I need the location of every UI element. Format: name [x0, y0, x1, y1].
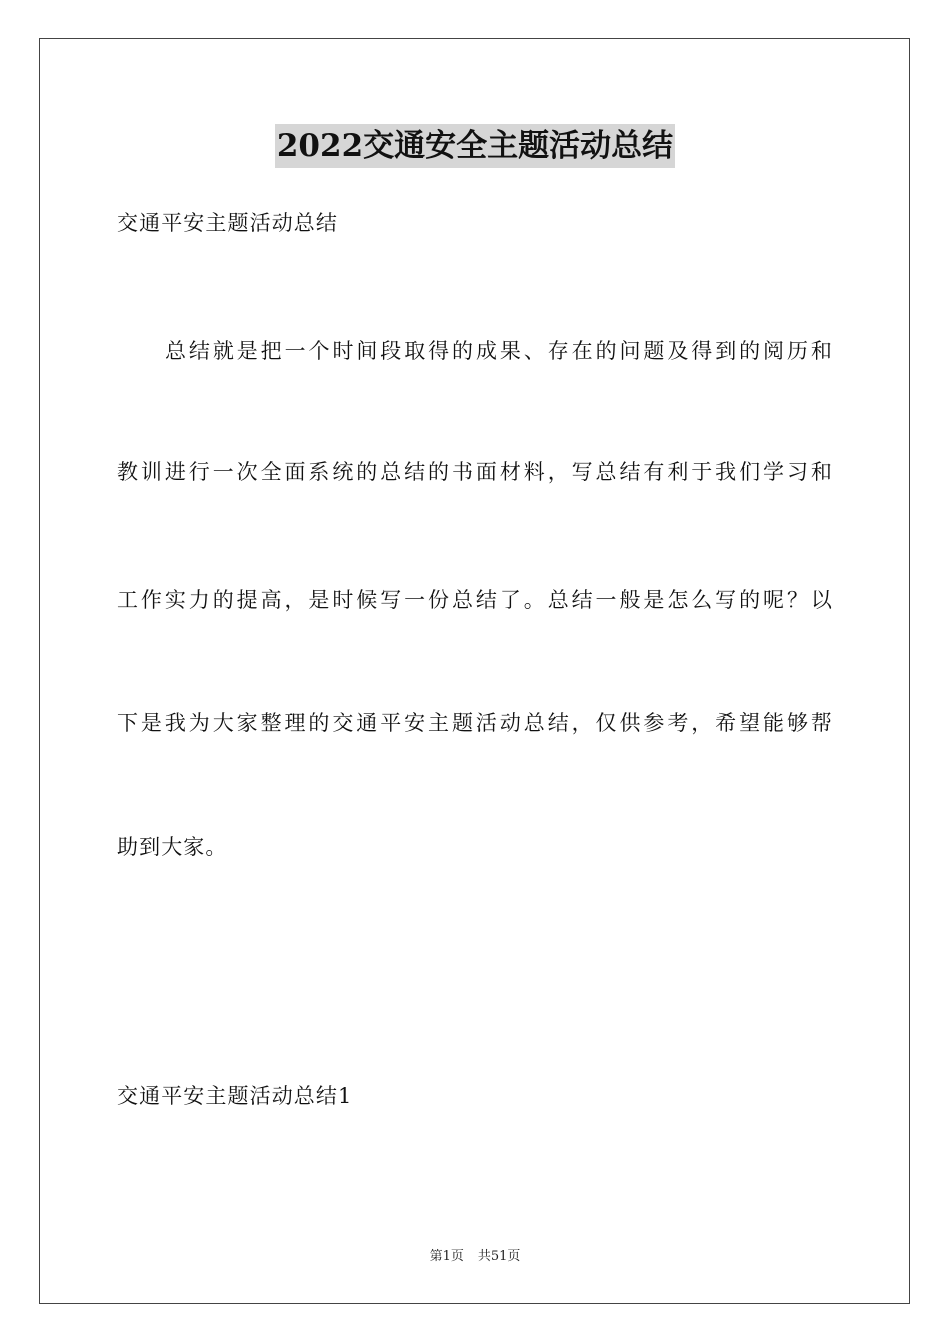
- intro-line-5: 助到大家。: [117, 835, 228, 859]
- intro-line-4: 下是我为大家整理的交通平安主题活动总结，仅供参考，希望能够帮: [117, 711, 833, 735]
- page-total: 共51页: [477, 1249, 521, 1264]
- page-footer: [0, 1248, 950, 1266]
- intro-line-1: 总结就是把一个时间段取得的成果、存在的问题及得到的阅历和: [165, 339, 833, 363]
- document-title: 2022交通安全主题活动总结: [275, 124, 675, 168]
- page-number: 第1页: [429, 1249, 464, 1264]
- intro-line-3: 工作实力的提高，是时候写一份总结了。总结一般是怎么写的呢？以: [117, 588, 833, 612]
- document-subtitle: 交通平安主题活动总结: [117, 211, 338, 235]
- title-container: [0, 124, 950, 168]
- section-heading: 交通平安主题活动总结1: [117, 1084, 353, 1108]
- intro-line-2: 教训进行一次全面系统的总结的书面材料，写总结有利于我们学习和: [117, 460, 833, 484]
